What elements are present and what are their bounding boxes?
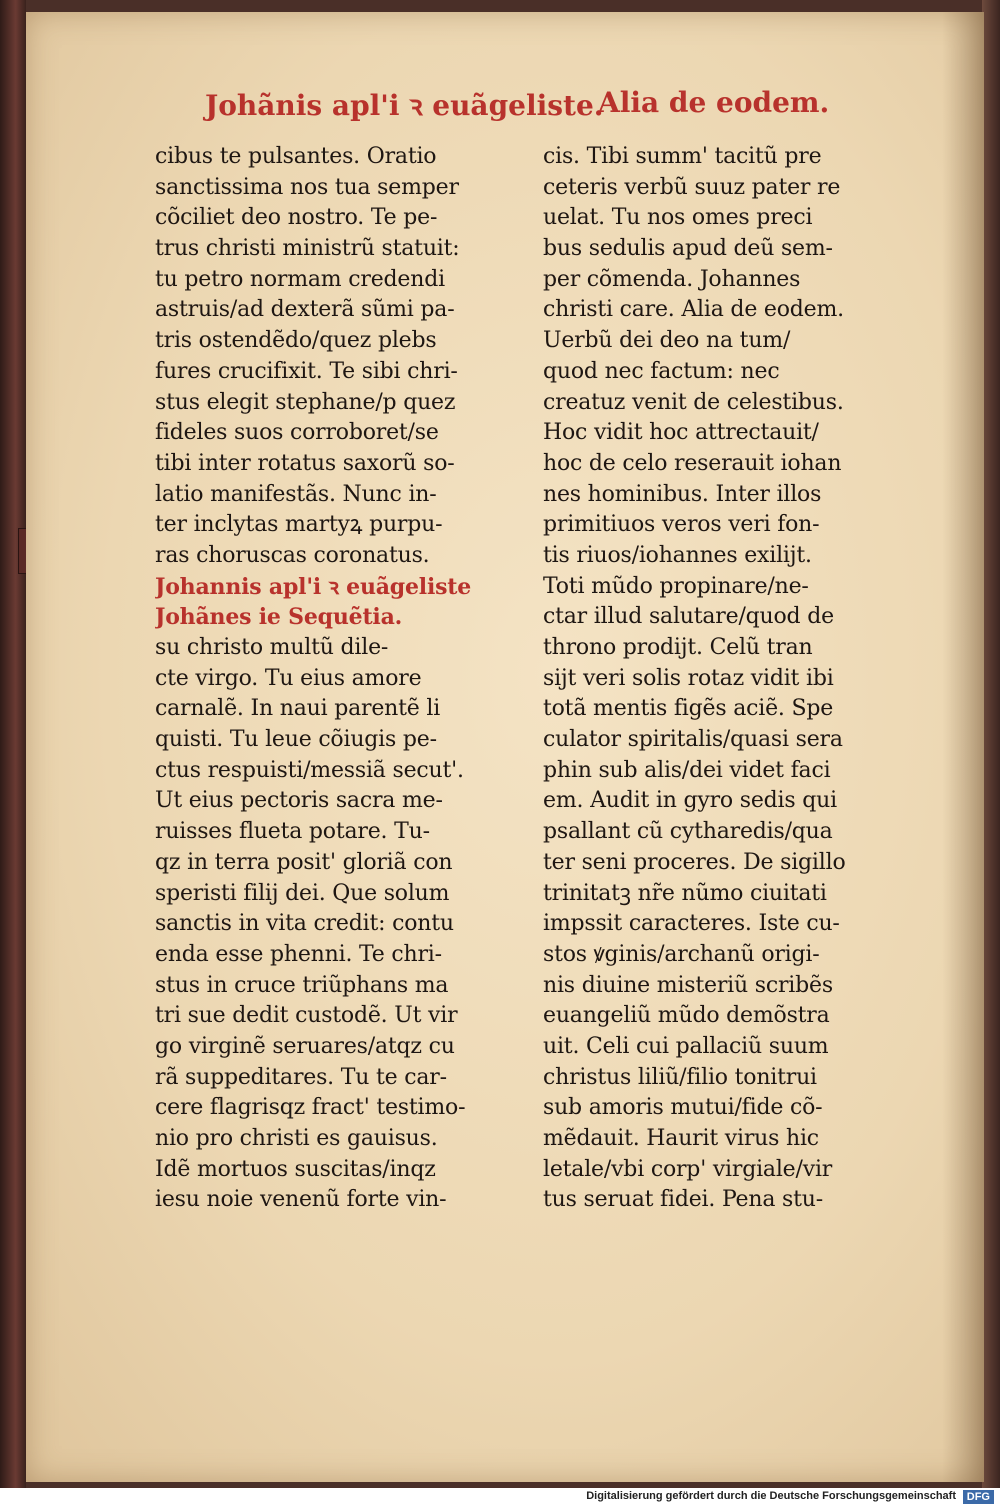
text-line: tris ostendẽdo/quez plebs: [155, 328, 437, 354]
text-line: primitiuos veros veri fon-: [543, 512, 820, 538]
text-line: stus in cruce triũphans ma: [155, 972, 449, 998]
text-line: phin sub alis/dei videt faci: [543, 757, 831, 783]
text-line: Idẽ mortuos suscitas/inqz: [155, 1156, 436, 1182]
text-line: euangeliũ mũdo demõstra: [543, 1003, 830, 1029]
text-line: Johannis apl'i ꝛ euãgeliste: [155, 573, 472, 600]
text-line: Johãnes ie Sequẽtia.: [155, 604, 403, 631]
text-line: su christo multũ dile-: [155, 635, 389, 660]
text-line: sub amoris mutui/fide cõ-: [543, 1095, 823, 1121]
text-line: speristi filij dei. Que solum: [155, 880, 450, 906]
book-cover-left: [0, 0, 26, 1488]
text-line: uelat. Tu nos omes preci: [543, 205, 813, 231]
text-line: cte virgo. Tu eius amore: [155, 665, 422, 691]
text-line: culator spiritalis/quasi sera: [543, 727, 843, 753]
text-line: ctus respuisti/messiã secut'.: [155, 757, 464, 783]
text-column-left: [155, 142, 525, 1216]
text-line: totã mentis figẽs aciẽ. Spe: [543, 696, 834, 722]
text-line: christi care. Alia de eodem.: [543, 297, 844, 323]
text-line: stus elegit stephane/p quez: [155, 389, 456, 415]
page-gutter-shadow: [942, 12, 984, 1482]
text-line: per cõmenda. Johannes: [543, 266, 801, 292]
text-line: qz in terra posit' gloriã con: [155, 849, 453, 875]
text-line: bus sedulis apud deũ sem-: [543, 236, 833, 262]
text-line: latio manifestãs. Nunc in-: [155, 481, 437, 507]
text-line: uit. Celi cui pallaciũ suum: [543, 1033, 829, 1059]
text-line: tis riuos/iohannes exilijt.: [543, 542, 812, 568]
text-line: stos ꝟginis/archanũ origi-: [543, 941, 820, 967]
text-line: iesu noie venenũ forte vin-: [155, 1187, 447, 1213]
text-line: tri sue dedit custodẽ. Ut vir: [155, 1003, 458, 1029]
text-line: go virginẽ seruares/atqz cu: [155, 1033, 455, 1059]
text-line: tus seruat fidei. Pena stu-: [543, 1187, 823, 1213]
text-line: sanctissima nos tua semper: [155, 174, 459, 200]
text-line: Hoc vidit hoc attrectauit/: [543, 420, 819, 446]
text-line: trus christi ministrũ statuit:: [155, 236, 460, 262]
text-line: christus liliũ/filio tonitrui: [543, 1064, 817, 1090]
text-line: tibi inter rotatus saxorũ so-: [155, 450, 455, 476]
text-line: ras choruscas coronatus.: [155, 542, 430, 568]
text-line: ruisses flueta potare. Tu-: [155, 819, 430, 845]
text-line: trinitatꝫ nr̃e nũmo ciuitati: [543, 880, 827, 906]
book-cover-right: [982, 0, 1000, 1488]
text-line: enda esse phenni. Te chri-: [155, 941, 442, 967]
text-line: fideles suos corroboret/se: [155, 420, 439, 446]
text-line: nes hominibus. Inter illos: [543, 481, 822, 507]
text-line: cere flagrisqz fract' testimo-: [155, 1095, 466, 1121]
text-line: creatuz venit de celestibus.: [543, 389, 844, 415]
text-line: carnalẽ. In naui parentẽ li: [155, 696, 441, 722]
text-line: Ut eius pectoris sacra me-: [155, 788, 443, 814]
text-line: mẽdauit. Haurit virus hic: [543, 1126, 819, 1151]
text-line: letale/vbi corp' virgiale/vir: [543, 1156, 833, 1182]
text-line: quod nec factum: nec: [543, 358, 780, 384]
text-line: tu petro normam credendi: [155, 266, 445, 292]
text-line: ter inclytas martyꝝ purpu-: [155, 512, 443, 538]
text-line: rã suppeditares. Tu te car-: [155, 1064, 447, 1090]
text-line: astruis/ad dexterã sũmi pa-: [155, 297, 455, 323]
text-line: fures crucifixit. Te sibi chri-: [155, 358, 458, 384]
text-line: cibus te pulsantes. Oratio: [155, 144, 437, 169]
running-heading-left: Johãnis apl'i ꝛ euãgeliste.: [205, 89, 604, 122]
text-line: ctar illud salutare/quod de: [543, 604, 834, 630]
footer-credit: Digitalisierung gefördert durch die Deutsche Forschungsgemeinschaft: [586, 1490, 956, 1502]
text-line: Toti mũdo propinare/ne-: [543, 573, 809, 599]
text-line: sijt veri solis rotaz vidit ibi: [543, 665, 834, 691]
text-line: nio pro christi es gauisus.: [155, 1126, 438, 1151]
text-line: hoc de celo reserauit iohan: [543, 450, 842, 476]
running-heading-right: Alia de eodem.: [598, 86, 830, 119]
text-line: quisti. Tu leue cõiugis pe-: [155, 727, 437, 753]
text-line: nis diuine misteriũ scribẽs: [543, 972, 833, 998]
text-line: ceteris verbũ suuz pater re: [543, 174, 841, 200]
text-line: impssit caracteres. Iste cu-: [543, 911, 840, 937]
text-line: psallant cũ cytharedis/qua: [543, 819, 833, 845]
text-line: cis. Tibi summ' tacitũ pre: [543, 144, 822, 169]
text-line: ter seni proceres. De sigillo: [543, 849, 846, 875]
dfg-logo: DFG: [963, 1490, 994, 1504]
text-line: throno prodijt. Celũ tran: [543, 635, 813, 660]
text-column-right: [543, 142, 923, 1216]
text-line: cõciliet deo nostro. Te pe-: [155, 205, 438, 231]
text-line: em. Audit in gyro sedis qui: [543, 788, 837, 814]
text-line: Uerbũ dei deo na tum/: [543, 328, 791, 354]
text-line: sanctis in vita credit: contu: [155, 911, 454, 937]
